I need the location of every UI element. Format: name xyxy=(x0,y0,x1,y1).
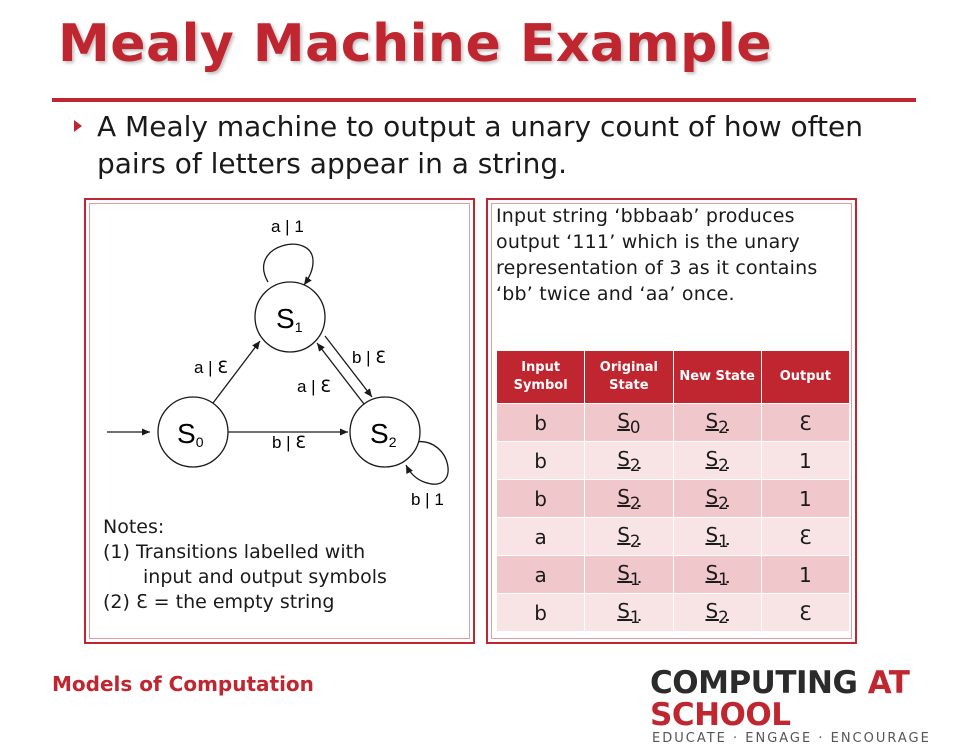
cell-output: 1 xyxy=(761,556,849,594)
header-new-state: New State xyxy=(673,351,761,404)
header-original-state: Original State xyxy=(585,351,673,404)
header-input-symbol: Input Symbol xyxy=(497,351,585,404)
state-s1-label: S1 xyxy=(276,303,303,335)
notes-item-1-number: (1) xyxy=(103,541,130,563)
label-s1-loop: a | 1 xyxy=(271,217,304,236)
cell-new-state: $S_2$ xyxy=(673,442,761,480)
cell-original-state: $S_0$ xyxy=(585,404,673,442)
loop-s1 xyxy=(264,244,313,285)
cell-new-state: $S_1$ xyxy=(673,556,761,594)
cell-original-state: $S_2$ xyxy=(585,518,673,556)
cell-new-state: $S_2$ xyxy=(673,594,761,632)
logo-tagline: EDUCATE · ENGAGE · ENCOURAGE xyxy=(652,731,931,746)
cell-input: b xyxy=(497,404,585,442)
cell-output: ℇ xyxy=(761,404,849,442)
notes-item-2: (2) ℇ = the empty string xyxy=(103,591,335,613)
slide-title: Mealy Machine Example xyxy=(58,14,772,74)
label-s2-s1: a | ℇ xyxy=(297,377,331,396)
table-row xyxy=(497,518,850,556)
table-row xyxy=(497,480,850,518)
notes-item-1-text: Transitions labelled with xyxy=(135,541,366,563)
cell-original-state: $S_2$ xyxy=(585,480,673,518)
cell-original-state: $S_2$ xyxy=(585,442,673,480)
table-row xyxy=(497,404,850,442)
footer-title: Models of Computation xyxy=(52,672,314,696)
state-s0-label: S0 xyxy=(177,418,204,450)
label-s0-s1: a | ℇ xyxy=(194,358,228,377)
cell-output: ℇ xyxy=(761,594,849,632)
table-row xyxy=(497,556,850,594)
label-s1-s2: b | ℇ xyxy=(352,348,386,367)
state-s2-label: S2 xyxy=(370,418,397,450)
cell-input: b xyxy=(497,442,585,480)
label-s0-s2: b | ℇ xyxy=(272,433,306,452)
cell-new-state: $S_2$ xyxy=(673,480,761,518)
table-row xyxy=(497,442,850,480)
table-header-row xyxy=(497,351,850,404)
logo-wordmark xyxy=(650,667,960,731)
notes-heading: Notes: xyxy=(103,516,165,538)
cell-new-state: $S_2$ xyxy=(673,404,761,442)
cell-output: ℇ xyxy=(761,518,849,556)
notes-block xyxy=(103,515,387,615)
cell-original-state: $S_1$ xyxy=(585,594,673,632)
table-row xyxy=(497,594,850,632)
cell-input: a xyxy=(497,556,585,594)
cell-input: a xyxy=(497,518,585,556)
cell-input: b xyxy=(497,594,585,632)
cell-new-state: $S_1$ xyxy=(673,518,761,556)
header-output: Output xyxy=(761,351,849,404)
cell-output: 1 xyxy=(761,442,849,480)
cell-output: 1 xyxy=(761,480,849,518)
logo-word-computing: COMPUTING xyxy=(650,665,868,701)
cell-input: b xyxy=(497,480,585,518)
transition-table xyxy=(496,350,850,632)
bullet-text: A Mealy machine to output a unary count of how often pairs of letters appear in a string. xyxy=(97,110,863,180)
notes-item-1-cont: input and output symbols xyxy=(143,566,387,588)
notes-item-1 xyxy=(103,540,387,565)
computing-at-school-logo xyxy=(650,667,960,746)
cell-original-state: $S_1$ xyxy=(585,556,673,594)
label-s2-loop: b | 1 xyxy=(411,490,444,509)
example-caption: Input string ‘bbbaab’ produces output ‘111’ which is the unary representation of 3 as it contains ‘bb’ twice and ‘aa’ once. xyxy=(496,205,818,305)
logo-word-at-school: AT SCHOOL xyxy=(650,665,910,733)
